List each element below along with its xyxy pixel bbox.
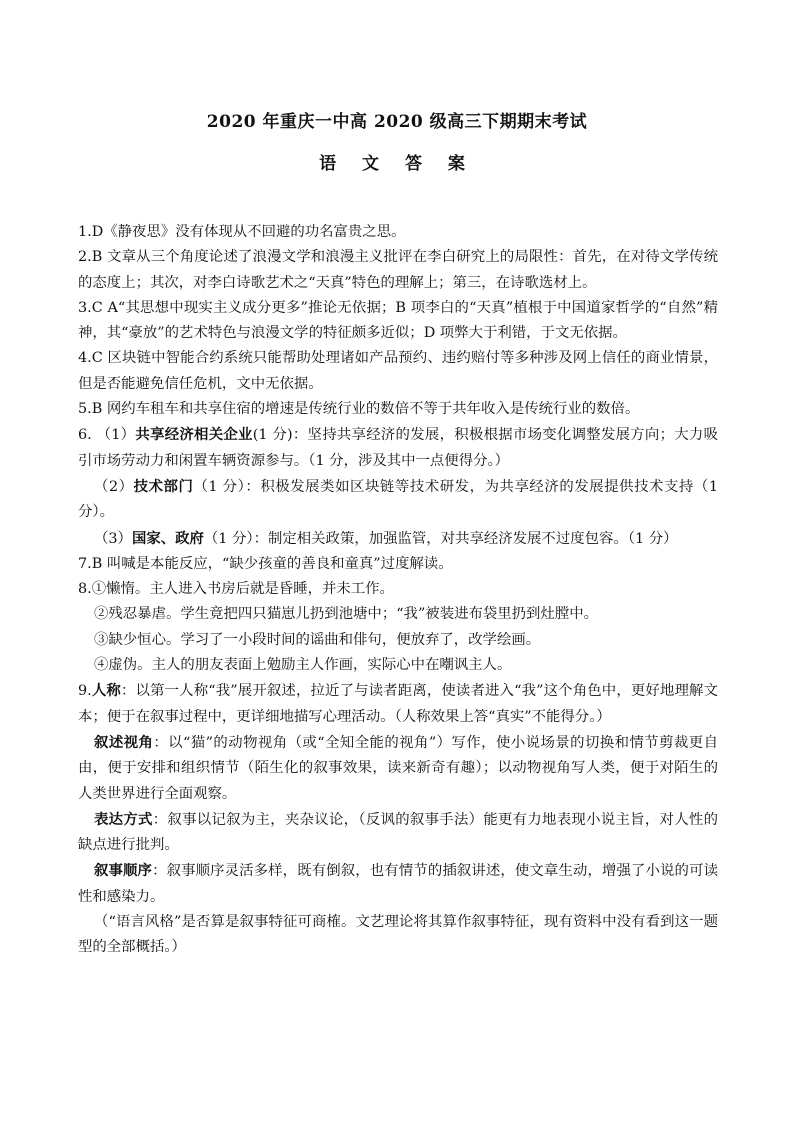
answer-6-keyword-3: 国家、政府 [131,529,204,547]
answer-6-text-2: （1 分）：积极发展类如区块链等技术研发，为共享经济的发展提供技术支持（1 分）。 [78,478,718,521]
answer-1: 1.D《静夜思》没有体现从不回避的功名富贵之思。 [78,224,406,240]
answer-9-part-3 [78,807,718,859]
answer-6-text-1: (1 分)：坚持共享经济的发展，积极根据市场变化调整发展方向；大力吸引市场劳动力和闲置车辆资源参与。（1 分，涉及其中一点便得分。） [78,427,718,469]
answer-7: 7.B 叫喊是本能反应，“缺少孩童的善良和童真”过度解读。 [78,555,453,572]
answer-3: 3.C A“其思想中现实主义成分更多”推论无依据；B 项李白的“天真”植根于中国道家哲学的“自然”精神，其“豪放”的艺术特色与浪漫文学的特征颇多近似；D 项弊大于利错，于文无依据。 [78,299,718,342]
exam-title: 2020 年重庆一中高 2020 级高三下期期末考试 [206,112,588,132]
answer-8-item-3: ③缺少恒心。学习了一小段时间的谣曲和俳句，便放弃了，改学绘画。 [94,631,541,648]
answer-9-note: （“语言风格”是否算是叙事特征可商榷。文艺理论将其算作叙事特征，现有资料中没有看到这一题型的全部概括。） [78,914,718,956]
answer-6-part-2 [78,474,718,526]
answer-6-part-3 [78,526,718,552]
answer-9-text-2: ：以“猫”的动物视角（或“全知全能的视角”）写作，使小说场景的切换和情节剪裁更自由，便于安排和组织情节（陌生化的叙事效果，读来新奇有趣）；以动物视角写人类，便于对陌生的人类世界进行全面观察。 [78,734,718,802]
answer-2: 2.B 文章从三个角度论述了浪漫文学和浪漫主义批评在李白研究上的局限性：首先，在对待文学传统的态度上；其次，对李白诗歌艺术之“天真”特色的理解上；第三，在诗歌选材上。 [78,249,718,291]
answer-6-prefix-3: （3） [94,530,132,547]
answer-9-number: 9. [78,683,92,700]
answer-9-part-2 [78,730,718,807]
answer-9-text-1: ：以第一人称“我”展开叙述，拉近了与读者距离，使读者进入“我”这个角色中，更好地理解文本；便于在叙事过程中，更详细地描写心理活动。（人称效果上答“真实”不能得分。） [78,683,718,725]
answer-5: 5.B 网约车租车和共享住宿的增速是传统行业的数倍不等于共年收入是传统行业的数倍。 [78,401,640,418]
answer-9-text-3: ：叙事以记叙为主，夹杂议论，（反讽的叙事手法）能更有力地表现小说主旨，对人性的缺点进行批判。 [78,811,718,854]
answer-6-text-3: （1 分）：制定相关政策，加强监管，对共享经济发展不过度包容。（1 分） [203,530,678,547]
answer-6-number: 6. （1） [78,427,136,444]
answer-8-item-2: ②残忍暴虐。学生竟把四只猫崽儿扔到池塘中；“我”被装进布袋里扔到灶膛中。 [94,606,598,623]
answer-9-text-4: ：叙事顺序灵活多样，既有倒叙，也有情节的插叙讲述，使文章生动，增强了小说的可读性和感染力。 [78,863,718,905]
answer-9-part-1 [78,678,718,730]
answer-8-item-1: 8.①懒惰。主人进入书房后就是昏睡，并未工作。 [78,581,394,598]
answer-4: 4.C 区块链中智能合约系统只能帮助处理诸如产品预约、违约赔付等多种涉及网上信任的商业情景，但是否能避免信任危机，文中无依据。 [78,350,718,392]
answer-subtitle: 语 文 答 案 [319,154,475,174]
answer-6-prefix-2: （2） [94,478,134,495]
answer-8-item-4: ④虚伪。主人的朋友表面上勉励主人作画，实际心中在嘲讽主人。 [94,657,512,674]
answer-6-keyword-2: 技术部门 [133,477,194,495]
answer-body [78,220,718,961]
answer-9-keyword-2: 叙述视角 [94,733,154,751]
answer-9-keyword-3: 表达方式 [94,810,153,828]
answer-9-part-4 [78,858,718,910]
answer-9-keyword-4: 叙事顺序 [94,862,153,880]
answer-6-keyword-1: 共享经济相关企业 [135,426,253,444]
answer-6-part-1 [78,422,718,474]
answer-9-keyword-1: 人称 [91,682,121,700]
